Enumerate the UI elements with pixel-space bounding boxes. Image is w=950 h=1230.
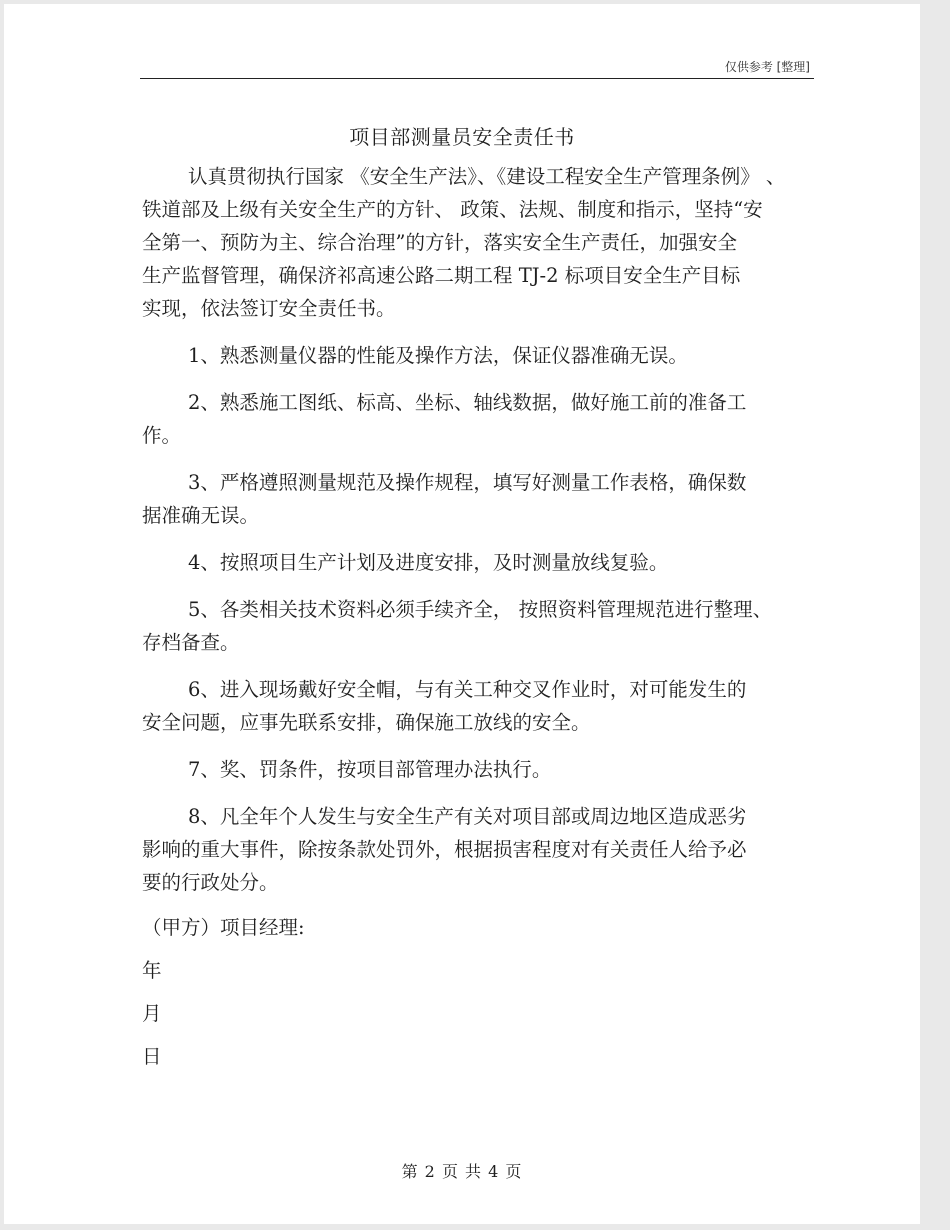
clause-line: 据准确无误。 xyxy=(142,504,260,527)
clause-line: 6、进入现场戴好安全帽，与有关工种交叉作业时，对可能发生的 xyxy=(188,678,747,701)
clause-line: 7、奖、罚条件，按项目部管理办法执行。 xyxy=(188,758,552,781)
page-number: 第 2 页 共 4 页 xyxy=(401,1162,523,1181)
header-note: 仅供参考 [整理] xyxy=(724,60,810,74)
document-body xyxy=(142,160,814,1073)
header-rule xyxy=(140,78,814,79)
intro-paragraph xyxy=(142,160,814,325)
clause-line: 4、按照项目生产计划及进度安排，及时测量放线复验。 xyxy=(188,551,669,574)
clause-line: 影响的重大事件，除按条款处罚外，根据损害程度对有关责任人给予必 xyxy=(142,838,747,861)
intro-line: 认真贯彻执行国家 《安全生产法》、《建设工程安全生产管理条例》 、 xyxy=(188,165,786,188)
clause-line: 3、严格遵照测量规范及操作规程，填写好测量工作表格，确保数 xyxy=(188,471,747,494)
clause-line: 存档备查。 xyxy=(142,631,240,654)
clause-line: 作。 xyxy=(142,424,182,447)
clause-line: 8、凡全年个人发生与安全生产有关对项目部或周边地区造成恶劣 xyxy=(188,805,747,828)
signature-year: 年 xyxy=(142,959,162,982)
clause-line: 5、各类相关技术资料必须手续齐全， 按照资料管理规范进行整理、 xyxy=(188,598,773,621)
signature-day: 日 xyxy=(142,1045,162,1068)
intro-line: 生产监督管理，确保济祁高速公路二期工程 TJ-2 标项目安全生产目标 xyxy=(142,264,741,287)
signature-party: （甲方）项目经理: xyxy=(142,916,305,939)
clause-5 xyxy=(142,593,814,659)
signature-month: 月 xyxy=(142,1002,162,1025)
clause-line: 要的行政处分。 xyxy=(142,871,279,894)
clause-line: 1、熟悉测量仪器的性能及操作方法，保证仪器准确无误。 xyxy=(188,344,688,367)
document-page xyxy=(4,4,920,1224)
clause-line: 2、熟悉施工图纸、标高、坐标、轴线数据，做好施工前的准备工 xyxy=(188,391,747,414)
clause-8 xyxy=(142,800,814,899)
clause-4 xyxy=(142,546,814,579)
intro-line: 铁道部及上级有关安全生产的方针、 政策、法规、制度和指示，坚持“安 xyxy=(142,198,763,221)
clause-6 xyxy=(142,673,814,739)
clause-3 xyxy=(142,466,814,532)
intro-line: 实现，依法签订安全责任书。 xyxy=(142,297,396,320)
document-title: 项目部测量员安全责任书 xyxy=(349,125,575,149)
clause-1 xyxy=(142,339,814,372)
clause-2 xyxy=(142,386,814,452)
clause-7 xyxy=(142,753,814,786)
clause-line: 安全问题，应事先联系安排，确保施工放线的安全。 xyxy=(142,711,591,734)
intro-line: 全第一、预防为主、综合治理”的方针，落实安全生产责任，加强安全 xyxy=(142,231,737,254)
